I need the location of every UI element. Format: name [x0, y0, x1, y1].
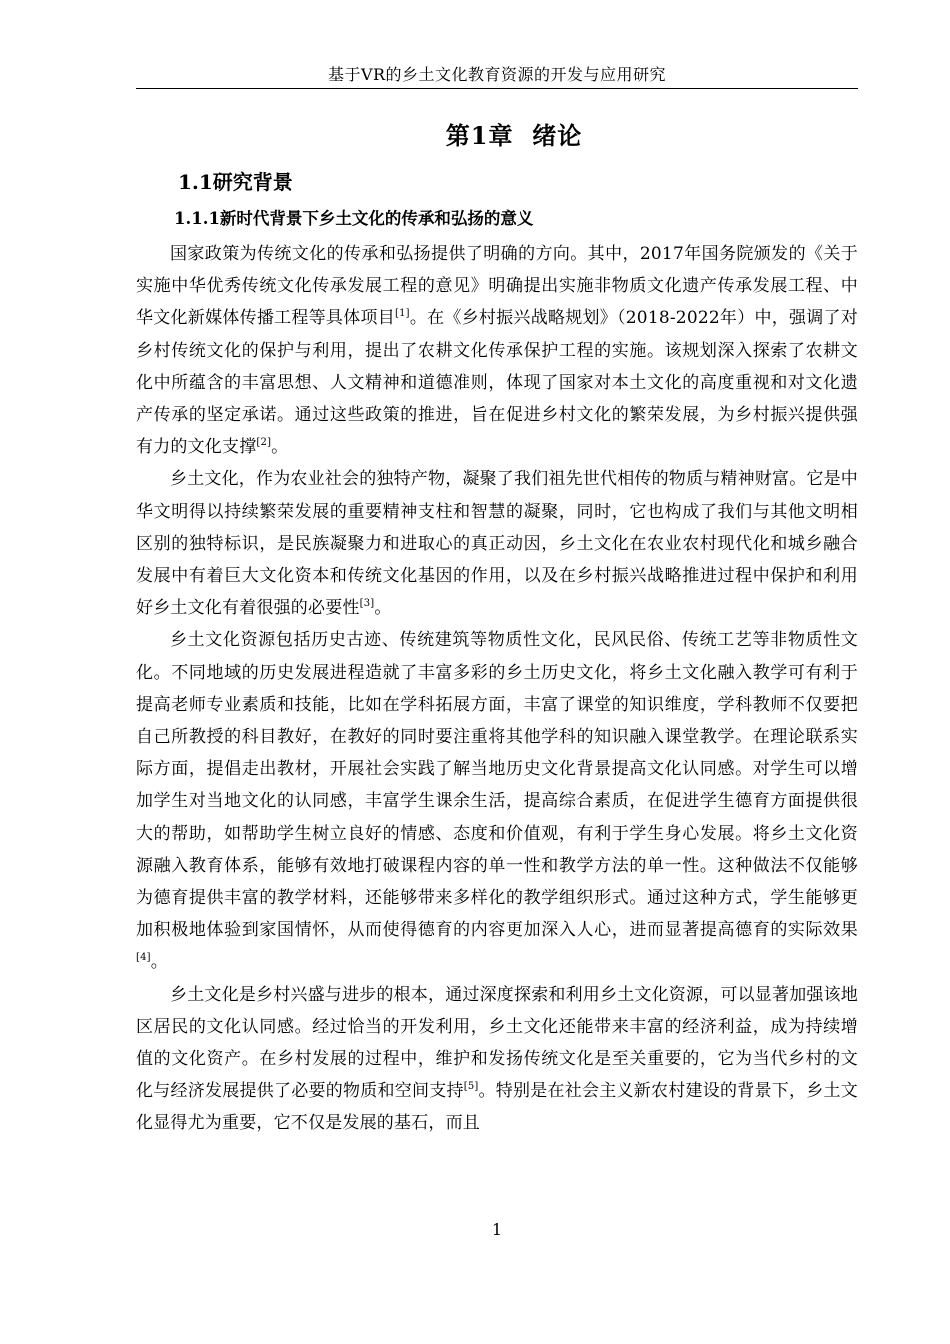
paragraph-text: 。 [271, 437, 289, 458]
chapter-title: 第1章 绪论 [445, 121, 583, 150]
paragraph-policy [136, 238, 858, 463]
body-text [136, 238, 858, 1140]
running-header: 基于VR的乡土文化教育资源的开发与应用研究 [327, 65, 667, 84]
paragraph-text: 。特别是在社会主义新农村建设的背景下，乡土文化显得尤为重要，它不仅是发展的基石，而且 [136, 1081, 858, 1134]
paragraph-text: 。 [374, 598, 392, 619]
subsection-title: 1.1.1新时代背景下乡土文化的传承和弘扬的意义 [174, 209, 534, 228]
paragraph-text: 。在《乡村振兴战略规划》（2018-2022年）中，强调了对乡村传统文化的保护与利用，提出了农耕文化传承保护工程的实施。该规划深入探索了农耕文化中所蕴含的丰富思想、人文精神和道德准则，体现了国家对本土文化的高度重视和对文化遗产传承的坚定承诺。通过这些政策的推进，旨在促进乡村文化的繁荣发展，为乡村振兴提供强有力的文化支撑 [136, 308, 858, 458]
citation-ref: [2] [256, 437, 272, 449]
paragraph-text: 。 [150, 952, 168, 973]
citation-ref: [5] [463, 1081, 479, 1093]
paragraph-education-resources [136, 624, 858, 978]
paragraph-text: 国家政策为传统文化的传承和弘扬提供了明确的方向。其中，2017年国务院颁发的《关于实施中华优秀传统文化传承发展工程的意见》明确提出实施非物质文化遗产传承发展工程、中华文化新媒体传播工程等具体项目 [136, 244, 858, 329]
citation-ref: [3] [359, 598, 375, 610]
paragraph-text: 乡土文化，作为农业社会的独特产物，凝聚了我们祖先世代相传的物质与精神财富。它是中华文明得以持续繁荣发展的重要精神支柱和智慧的凝聚，同时，它也构成了我们与其他文明相区别的独特标识，是民族凝聚力和进取心的真正动因，乡土文化在农业农村现代化和城乡融合发展中有着巨大文化资本和传统文化基因的作用，以及在乡村振兴战略推进过程中保护和利用好乡土文化有着很强的必要性 [136, 469, 858, 619]
citation-ref: [1] [395, 308, 410, 320]
page-number: 1 [491, 1220, 503, 1239]
paragraph-text: 乡土文化是乡村兴盛与进步的根本，通过深度探索和利用乡土文化资源，可以显著加强该地区居民的文化认同感。经过恰当的开发利用，乡土文化还能带来丰富的经济利益，成为持续增值的文化资产。在乡村发展的过程中，维护和发扬传统文化是至关重要的，它为当代乡村的文化与经济发展提供了必要的物质和空间支持 [136, 984, 858, 1102]
paragraph-text: 乡土文化资源包括历史古迹、传统建筑等物质性文化，民风民俗、传统工艺等非物质性文化。不同地域的历史发展进程造就了丰富多彩的乡土历史文化，将乡土文化融入教学可有利于提高老师专业素质和技能，比如在学科拓展方面，丰富了课堂的知识维度，学科教师不仅要把自己所教授的科目教好，在教好的同时要注重将其他学科的知识融入课堂教学。在理论联系实际方面，提倡走出教材，开展社会实践了解当地历史文化背景提高文化认同感。对学生可以增加学生对当地文化的认同感，丰富学生课余生活，提高综合素质，在促进学生德育方面提供很大的帮助，如帮助学生树立良好的情感、态度和价值观，有利于学生身心发展。将乡土文化资源融入教育体系，能够有效地打破课程内容的单一性和教学方法的单一性。这种做法不仅能够为德育提供丰富的教学材料，还能够带来多样化的教学组织形式。通过这种方式，学生能够更加积极地体验到家国情怀，从而使得德育的内容更加深入人心，进而显著提高德育的实际效果 [136, 630, 858, 941]
citation-ref: [4] [136, 952, 151, 964]
header-rule [136, 88, 858, 89]
section-title: 1.1研究背景 [178, 170, 293, 194]
paragraph-rural-culture [136, 463, 858, 624]
paragraph-rural-development [136, 979, 858, 1140]
